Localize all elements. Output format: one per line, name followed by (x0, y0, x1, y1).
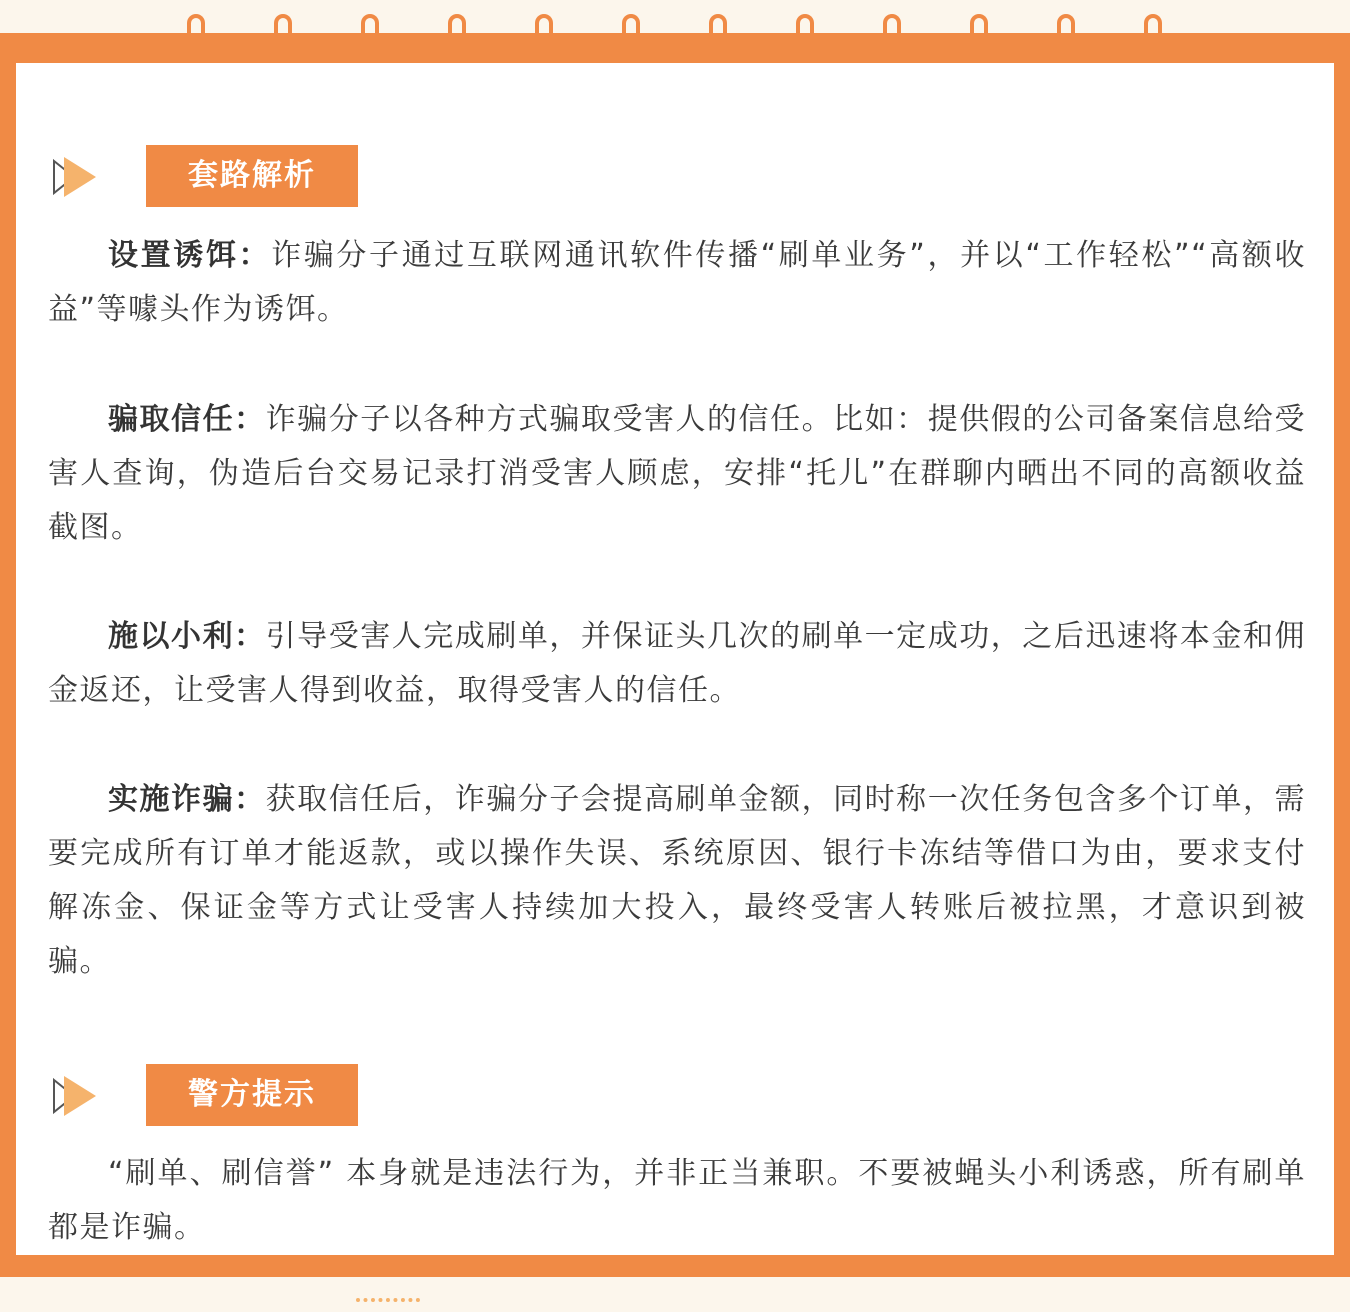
paragraph-fraud (48, 773, 1306, 989)
section-title-analysis: 套路解析 (146, 145, 358, 207)
section-header-warning (52, 1064, 372, 1126)
paragraph-text: 诈骗分子以各种方式骗取受害人的信任。比如：提供假的公司备案信息给受害人查询，伪造后台交易记录打消受害人顾虑，安排“托儿”在群聊内晒出不同的高额收益截图。 (48, 402, 1307, 545)
paragraph-lead: 实施诈骗： (108, 782, 266, 817)
paragraph-text: “刷单、刷信誉” 本身就是违法行为，并非正当兼职。不要被蝇头小利诱惑，所有刷单都是诈骗。 (48, 1156, 1306, 1245)
paragraph-warning (48, 1147, 1306, 1255)
paragraph-bait (48, 229, 1306, 337)
paragraph-lead: 设置诱饵： (108, 238, 272, 273)
content-panel (16, 63, 1334, 1255)
paragraph-trust (48, 393, 1306, 555)
paragraph-text: 引导受害人完成刷单，并保证头几次的刷单一定成功，之后迅速将本金和佣金返还，让受害人得到收益，取得受害人的信任。 (48, 619, 1307, 708)
section-header-analysis (52, 145, 372, 207)
paragraph-text: 获取信任后，诈骗分子会提高刷单金额，同时称一次任务包含多个订单，需要完成所有订单才能返款，或以操作失误、系统原因、银行卡冻结等借口为由，要求支付解冻金、保证金等方式让受害人持续加大投入，最终受害人转账后被拉黑，才意识到被骗。 (48, 782, 1307, 979)
paragraph-lead: 骗取信任： (108, 402, 266, 437)
orange-frame (0, 33, 1350, 1277)
paragraph-small-profit (48, 610, 1306, 718)
play-triangle-icon (52, 157, 96, 197)
paragraph-text: 诈骗分子通过互联网通讯软件传播“刷单业务”，并以“工作轻松”“高额收益”等噱头作为诱饵。 (48, 238, 1307, 327)
section-title-warning: 警方提示 (146, 1064, 358, 1126)
decorative-dots (356, 1298, 420, 1312)
paragraph-lead: 施以小利： (108, 619, 266, 654)
play-triangle-icon (52, 1076, 96, 1116)
